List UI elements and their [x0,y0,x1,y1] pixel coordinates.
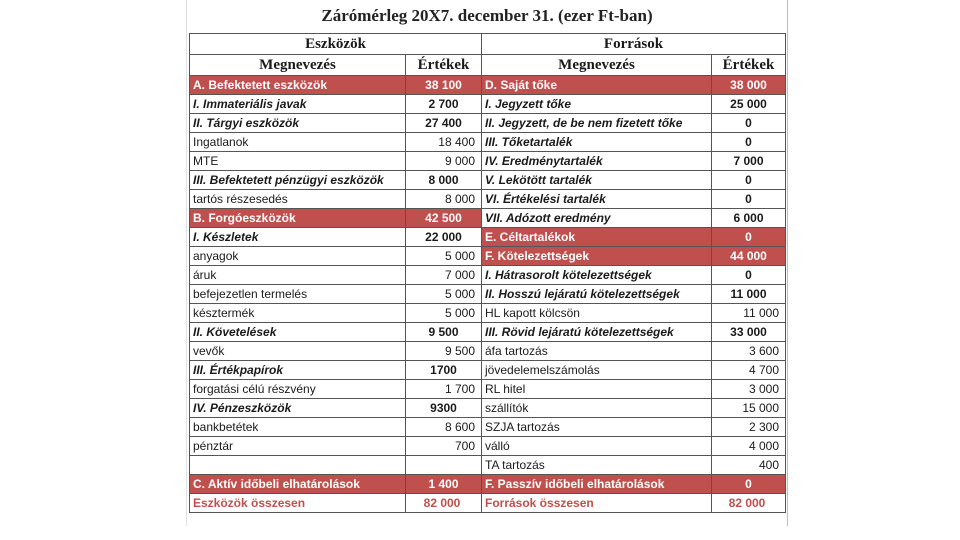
liability-value: 0 [712,114,786,133]
asset-value: 1700 [406,361,482,380]
liability-name: VI. Értékelési tartalék [482,190,712,209]
asset-name: II. Tárgyi eszközök [190,114,406,133]
table-row [190,133,786,152]
asset-value: 2 700 [406,95,482,114]
liability-value: 0 [712,228,786,247]
asset-value: 1 700 [406,380,482,399]
table-row [190,76,786,95]
liabilities-total-label: Források összesen [482,494,712,513]
asset-name: áruk [190,266,406,285]
assets-section-label: Eszközök [190,34,482,55]
asset-name: befejezetlen termelés [190,285,406,304]
table-row [190,418,786,437]
table-row [190,171,786,190]
asset-value: 9 000 [406,152,482,171]
table-row [190,323,786,342]
liability-name: HL kapott kölcsön [482,304,712,323]
liability-value: 0 [712,266,786,285]
table-row [190,228,786,247]
table-row [190,209,786,228]
asset-name: bankbetétek [190,418,406,437]
section-row [190,34,786,55]
asset-value: 22 000 [406,228,482,247]
asset-value: 5 000 [406,285,482,304]
table-row [190,456,786,475]
liability-name: I. Hátrasorolt kötelezettségek [482,266,712,285]
liability-name: IV. Eredménytartalék [482,152,712,171]
liability-name: F. Kötelezettségek [482,247,712,266]
liability-value: 7 000 [712,152,786,171]
asset-name: tartós részesedés [190,190,406,209]
asset-value: 38 100 [406,76,482,95]
liabilities-section-label: Források [482,34,786,55]
liability-value: 0 [712,171,786,190]
asset-name: vevők [190,342,406,361]
table-row [190,285,786,304]
liability-name: I. Jegyzett tőke [482,95,712,114]
table-row [190,114,786,133]
liability-value: 400 [712,456,786,475]
asset-name: B. Forgóeszközök [190,209,406,228]
balance-table [189,33,786,513]
liability-value: 0 [712,133,786,152]
asset-value: 18 400 [406,133,482,152]
asset-value: 700 [406,437,482,456]
liability-name: II. Hosszú lejáratú kötelezettségek [482,285,712,304]
table-row [190,361,786,380]
liability-value: 25 000 [712,95,786,114]
table-row [190,152,786,171]
col-value-left: Értékek [406,55,482,76]
asset-value: 8 000 [406,171,482,190]
asset-name: pénztár [190,437,406,456]
liability-value: 4 700 [712,361,786,380]
liability-name: II. Jegyzett, de be nem fizetett tőke [482,114,712,133]
sheet-title: Zárómérleg 20X7. december 31. (ezer Ft-ban) [321,6,653,25]
liability-name: SZJA tartozás [482,418,712,437]
liability-value: 0 [712,190,786,209]
liability-value: 44 000 [712,247,786,266]
table-row [190,266,786,285]
asset-value [406,456,482,475]
asset-name: Ingatlanok [190,133,406,152]
liability-value: 11 000 [712,304,786,323]
asset-value: 1 400 [406,475,482,494]
asset-value: 7 000 [406,266,482,285]
header-row [190,55,786,76]
asset-value: 9300 [406,399,482,418]
asset-value: 42 500 [406,209,482,228]
liability-name: F. Passzív időbeli elhatárolások [482,475,712,494]
liability-name: VII. Adózott eredmény [482,209,712,228]
liability-value: 3 000 [712,380,786,399]
assets-total-label: Eszközök összesen [190,494,406,513]
liability-value: 6 000 [712,209,786,228]
asset-value: 8 000 [406,190,482,209]
liability-name: RL hitel [482,380,712,399]
liabilities-total-value: 82 000 [712,494,786,513]
liability-name: V. Lekötött tartalék [482,171,712,190]
asset-name [190,456,406,475]
asset-value: 8 600 [406,418,482,437]
asset-name: III. Befektetett pénzügyi eszközök [190,171,406,190]
asset-name: A. Befektetett eszközök [190,76,406,95]
asset-value: 27 400 [406,114,482,133]
liability-name: szállítók [482,399,712,418]
asset-name: késztermék [190,304,406,323]
liability-name: III. Rövid lejáratú kötelezettségek [482,323,712,342]
asset-name: III. Értékpapírok [190,361,406,380]
liability-name: TA tartozás [482,456,712,475]
col-value-right: Értékek [712,55,786,76]
totals-row [190,494,786,513]
liability-value: 3 600 [712,342,786,361]
table-row [190,304,786,323]
liability-name: III. Tőketartalék [482,133,712,152]
asset-name: IV. Pénzeszközök [190,399,406,418]
asset-name: anyagok [190,247,406,266]
assets-total-value: 82 000 [406,494,482,513]
asset-value: 5 000 [406,247,482,266]
liability-value: 2 300 [712,418,786,437]
col-name-left: Megnevezés [190,55,406,76]
liability-name: jövedelemelszámolás [482,361,712,380]
table-row [190,475,786,494]
liability-name: D. Saját tőke [482,76,712,95]
liability-value: 33 000 [712,323,786,342]
asset-value: 9 500 [406,342,482,361]
asset-name: II. Követelések [190,323,406,342]
liability-value: 15 000 [712,399,786,418]
table-row [190,247,786,266]
liability-value: 4 000 [712,437,786,456]
table-row [190,437,786,456]
table-row [190,399,786,418]
asset-value: 9 500 [406,323,482,342]
table-row [190,190,786,209]
balance-sheet [186,0,788,526]
asset-name: MTE [190,152,406,171]
asset-name: I. Készletek [190,228,406,247]
table-row [190,342,786,361]
asset-name: forgatási célú részvény [190,380,406,399]
liability-name: E. Céltartalékok [482,228,712,247]
liability-name: válló [482,437,712,456]
liability-value: 38 000 [712,76,786,95]
asset-value: 5 000 [406,304,482,323]
liability-value: 11 000 [712,285,786,304]
table-row [190,380,786,399]
asset-name: C. Aktív időbeli elhatárolások [190,475,406,494]
liability-value: 0 [712,475,786,494]
col-name-right: Megnevezés [482,55,712,76]
asset-name: I. Immateriális javak [190,95,406,114]
liability-name: áfa tartozás [482,342,712,361]
table-row [190,95,786,114]
